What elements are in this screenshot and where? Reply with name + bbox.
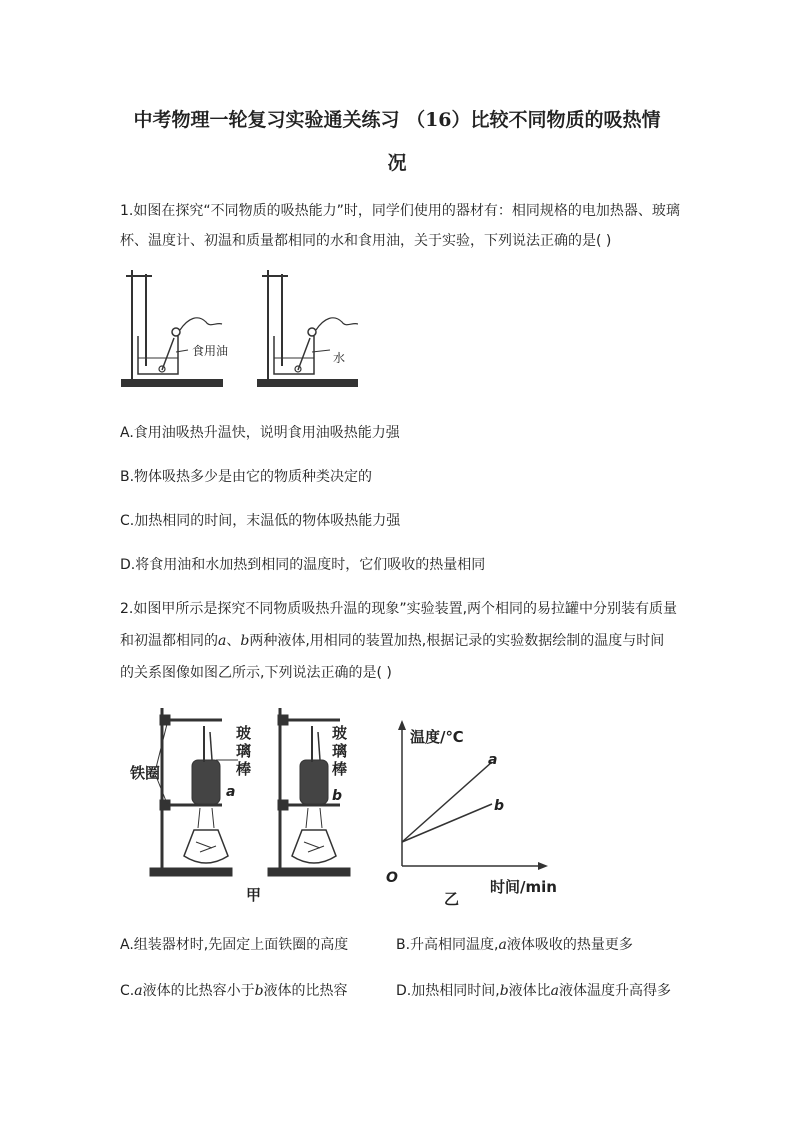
q2-stem-text: 和初温都相同的: [120, 633, 218, 649]
q2-option-d-text: 液体温度升高得多: [559, 983, 672, 999]
line-b-label: b: [494, 798, 505, 814]
q2-option-d-var: b: [499, 983, 509, 999]
q2-stem-line2: [120, 630, 664, 650]
q2-option-c-text: 液体的比热容小于: [142, 983, 255, 999]
q2-option-b-text: B.升高相同温度,: [396, 937, 499, 953]
x-axis-label: 时间/min: [490, 878, 557, 896]
q1-option-a[interactable]: A.食用油吸热升温快，说明食用油吸热能力强: [120, 425, 400, 441]
origin-label: O: [386, 870, 398, 886]
q1-option-c[interactable]: C.加热相同的时间，末温低的物体吸热能力强: [120, 513, 401, 529]
y-axis-arrow: [398, 720, 406, 730]
page-title: 中考物理一轮复习实验通关练习 （16）比较不同物质的吸热情: [133, 109, 661, 131]
q1-stem-line2: 杯、温度计、初温和质量都相同的水和食用油，关于实验，下列说法正确的是( ): [120, 233, 612, 249]
line-a-label: a: [488, 752, 498, 768]
q2-option-d-text: 液体比: [508, 983, 551, 999]
line-b: [402, 804, 492, 842]
label-glass-rod-2-right: 璃: [332, 742, 348, 760]
x-axis-arrow: [538, 862, 548, 870]
label-iron-ring: 铁圈: [130, 764, 161, 782]
q1-stand-water: [258, 270, 358, 386]
label-glass-rod-1-right: 玻: [332, 724, 348, 742]
q2-option-c-text: C.: [120, 983, 135, 999]
q1-option-b[interactable]: B.物体吸热多少是由它的物质种类决定的: [120, 469, 373, 485]
q2-option-c[interactable]: [120, 980, 348, 1000]
line-a: [402, 762, 492, 842]
page-title-continued: 况: [387, 152, 407, 174]
q2-option-b-text: 液体吸收的热量更多: [506, 937, 633, 953]
q2-stem-line1: 2.如图甲所示是探究不同物质吸热升温的现象”实验装置,两个相同的易拉罐中分别装有质量: [120, 601, 678, 617]
label-glass-rod-1: 玻: [236, 724, 252, 742]
q2-option-c-text: 液体的比热容: [263, 983, 348, 999]
q2-option-c-var: a: [134, 983, 143, 999]
q2-option-d[interactable]: [396, 980, 671, 1000]
q2-option-a[interactable]: A.组装器材时,先固定上面铁圈的高度: [120, 937, 349, 953]
q2-option-b-var: a: [498, 937, 507, 953]
q1-stem-line1: 1.如图在探究“不同物质的吸热能力”时，同学们使用的器材有：相同规格的电加热器、玻璃: [120, 203, 680, 219]
q2-option-b[interactable]: [396, 934, 633, 954]
y-axis-label: 温度/℃: [410, 728, 464, 746]
q2-option-d-text: D.加热相同时间,: [396, 983, 500, 999]
q1-apparatus-figure: [118, 262, 358, 392]
q2-stem-line3: 的关系图像如图乙所示,下列说法正确的是( ): [120, 665, 392, 681]
q1-label-water: 水: [333, 351, 346, 365]
label-liquid-b: b: [332, 788, 343, 804]
q2-option-c-var: b: [254, 983, 264, 999]
q2-figure: [120, 700, 570, 910]
q2-var-b: b: [240, 633, 250, 649]
q2-stem-text: 两种液体,用相同的装置加热,根据记录的实验数据绘制的温度与时间: [249, 633, 665, 649]
label-glass-rod-3: 棒: [236, 760, 252, 778]
q1-stand-oil: [122, 270, 222, 386]
label-jia: 甲: [246, 886, 262, 904]
q2-graph: [386, 720, 557, 908]
label-glass-rod-3-right: 棒: [332, 760, 348, 778]
label-yi: 乙: [444, 890, 460, 908]
q2-var-a: a: [218, 633, 227, 649]
q2-stem-sep: 、: [226, 633, 241, 649]
label-glass-rod-2: 璃: [236, 742, 252, 760]
label-liquid-a: a: [226, 784, 236, 800]
q1-label-oil: 食用油: [192, 344, 229, 358]
q1-option-d[interactable]: D.将食用油和水加热到相同的温度时，它们吸收的热量相同: [120, 557, 486, 573]
q2-option-d-var: a: [550, 983, 560, 999]
